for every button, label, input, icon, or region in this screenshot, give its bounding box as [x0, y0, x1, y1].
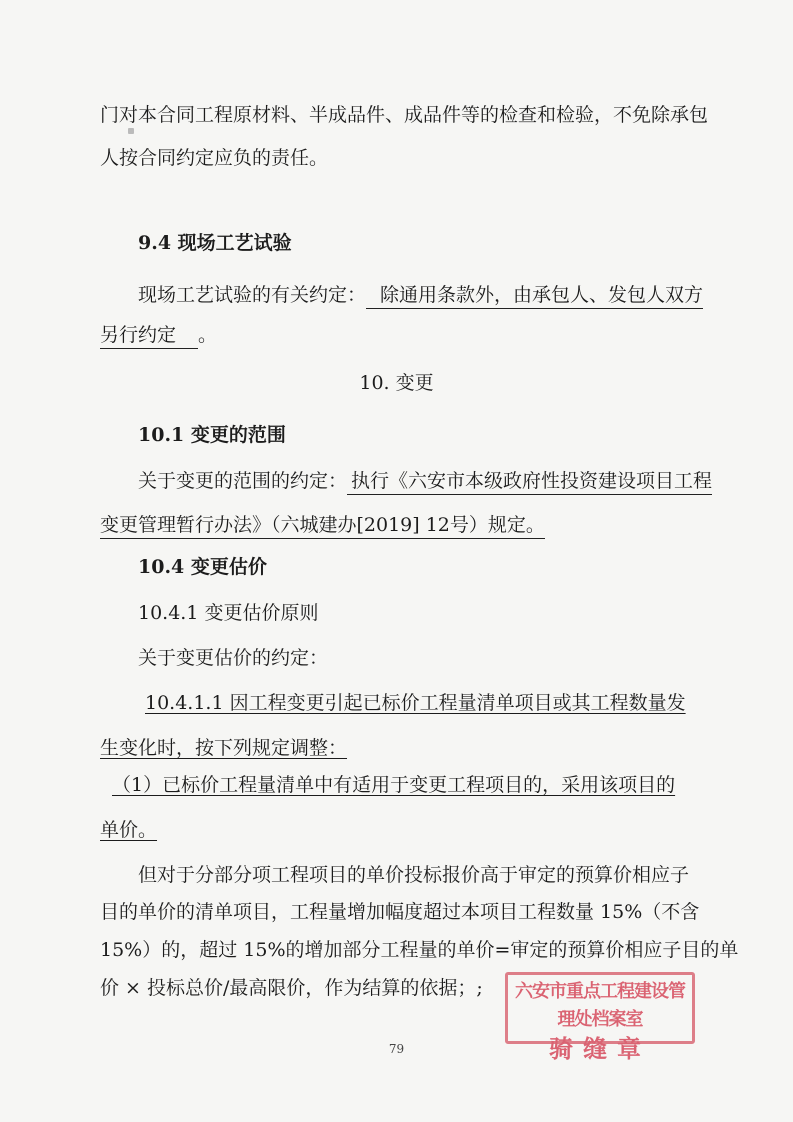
clause-line: 生变化时，按下列规定调整：	[100, 737, 348, 759]
paragraph-line: 15%）的，超过 15%的增加部分工程量的单价=审定的预算价相应子目的单	[100, 939, 739, 961]
paragraph-line	[100, 510, 695, 540]
paragraph-line: 价 × 投标总价/最高限价，作为结算的依据；;	[100, 977, 483, 999]
filled-blank: 变更管理暂行办法》（六城建办[2019] 12号）规定。	[100, 512, 545, 539]
filled-blank: 另行约定	[100, 322, 198, 349]
section-heading-9-4: 9.4 现场工艺试验	[138, 232, 292, 254]
seal-title: 骑缝章	[549, 1035, 651, 1063]
paragraph-line: 目的单价的清单项目，工程量增加幅度超过本项目工程数量 15%（不含	[100, 901, 700, 923]
section-heading-10-1: 10.1 变更的范围	[138, 424, 286, 446]
filled-blank: 执行《六安市本级政府性投资建设项目工程	[347, 468, 712, 495]
clause-line: 10.4.1.1 因工程变更引起已标价工程量清单项目或其工程数量发	[145, 692, 686, 714]
paragraph-line	[100, 320, 695, 350]
agreement-label: 现场工艺试验的有关约定：	[138, 284, 367, 306]
paragraph-line: 关于变更估价的约定：	[138, 647, 329, 669]
sentence-end: 。	[198, 324, 218, 346]
paragraph-line	[138, 466, 733, 496]
filled-blank: 除通用条款外，由承包人、发包人双方	[366, 282, 703, 309]
clause-line: 单价。	[100, 819, 158, 841]
paragraph-line: 但对于分部分项工程项目的单价投标报价高于审定的预算价相应子	[138, 864, 690, 886]
seal-stamp	[505, 972, 695, 1063]
subsection-heading-10-4-1: 10.4.1 变更估价原则	[138, 602, 319, 624]
section-heading-10-4: 10.4 变更估价	[138, 556, 267, 578]
clause-line: （1）已标价工程量清单中有适用于变更工程项目的，采用该项目的	[112, 774, 676, 796]
paragraph-line	[138, 280, 733, 310]
page-number: 79	[388, 1042, 405, 1056]
chapter-title: 10. 变更	[359, 372, 434, 394]
seal-organization: 六安市重点工程建设管理处档案室	[515, 981, 685, 1030]
paragraph-line: 门对本合同工程原材料、半成品件、成品件等的检查和检验，不免除承包	[100, 104, 709, 126]
agreement-label: 关于变更的范围的约定：	[138, 470, 348, 492]
paragraph-line: 人按合同约定应负的责任。	[100, 147, 329, 169]
